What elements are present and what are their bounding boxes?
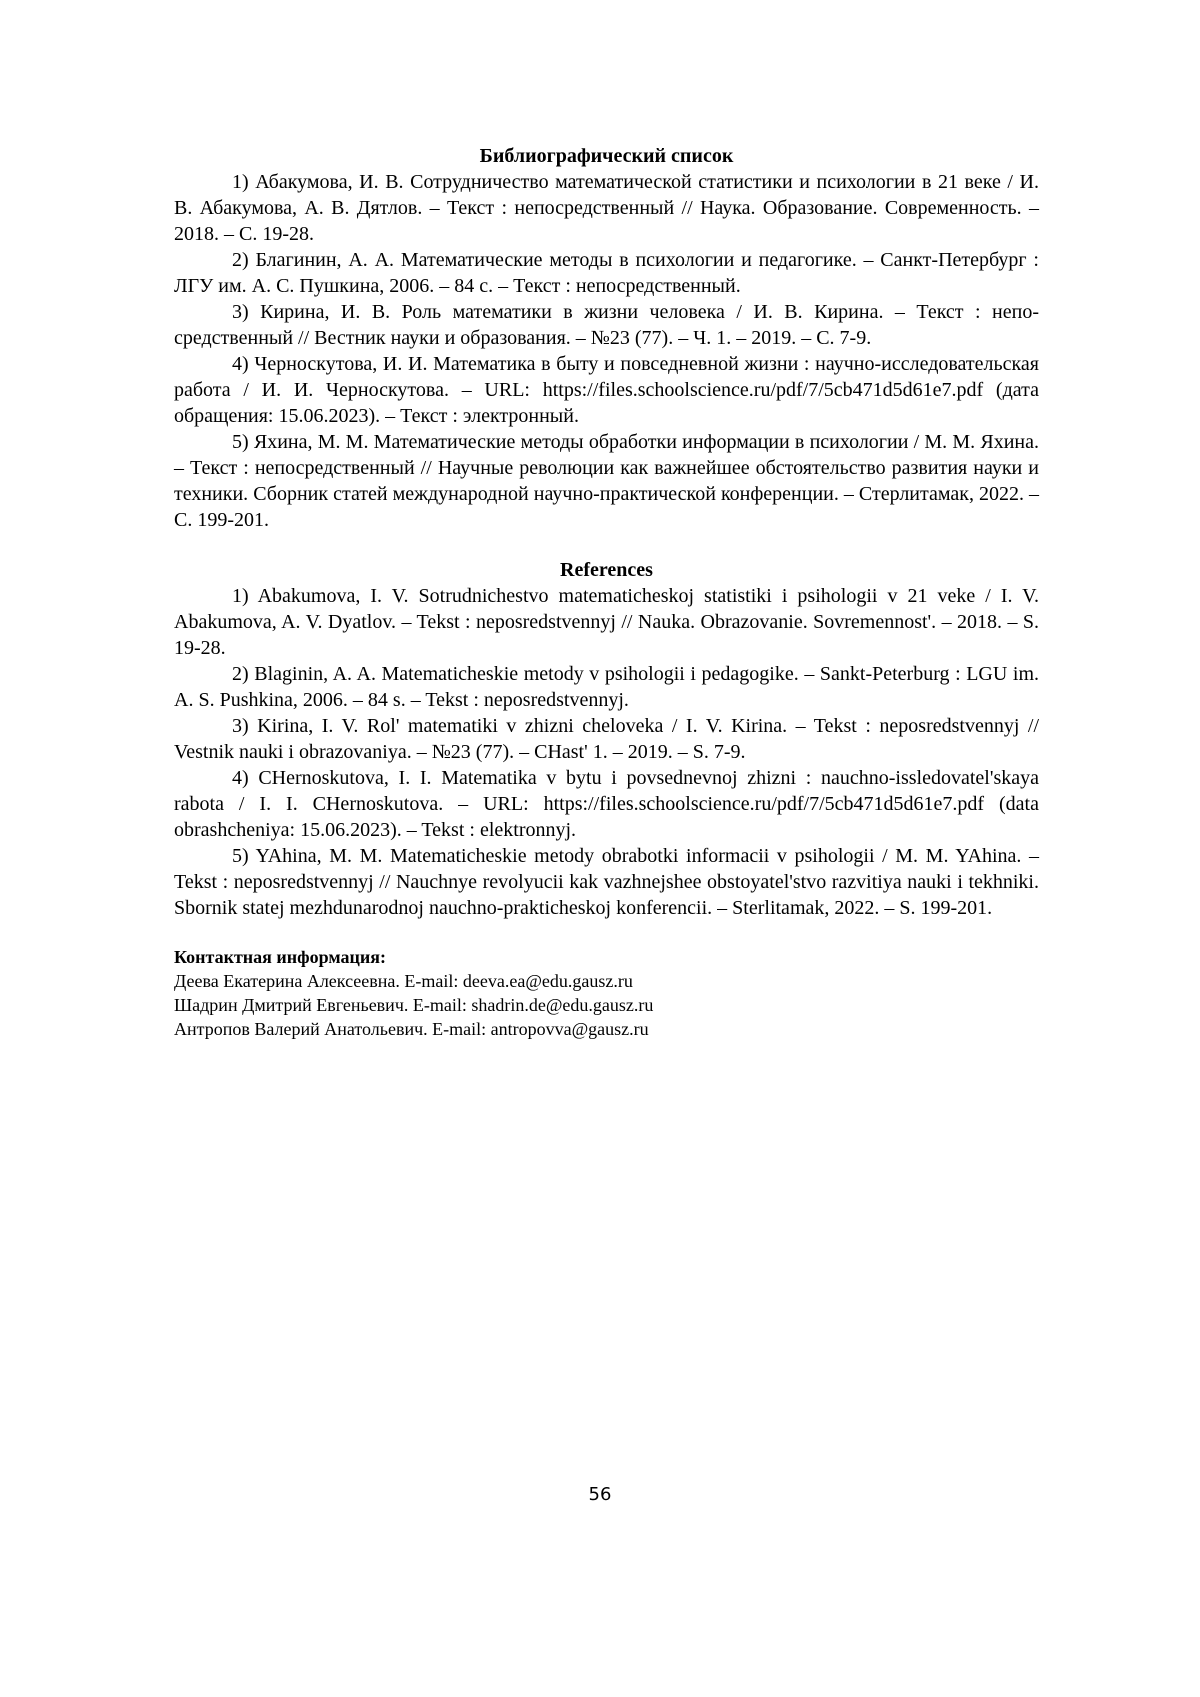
- references-section: [174, 557, 1039, 921]
- references-item-2: 2) Blaginin, A. A. Matematicheskie metody v psihologii i pedagogike. – Sankt-Peterburg : LGU im. A. S. Pushkina, 2006. – 84 s. – Tekst : neposredstvennyj.: [174, 663, 1039, 711]
- contact-info-title: Контактная информация:: [174, 947, 386, 967]
- page-content: [174, 143, 1039, 1041]
- references-title: References: [560, 559, 653, 581]
- bibliography-section: [174, 143, 1039, 533]
- contact-line-1: Деева Екатерина Алексеевна. E-mail: deeva.ea@edu.gausz.ru: [174, 971, 633, 991]
- bibliography-item-1: 1) Абакумова, И. В. Сотрудничество математической статистики и психологии в 21 веке / И. В. Абакумова, А. В. Дятлов. – Текст : непосредственный // Наука. Образование. Современность. – 2018. – С. 19-28.: [174, 171, 1039, 245]
- references-item-3: 3) Kirina, I. V. Rol' matematiki v zhizni cheloveka / I. V. Kirina. – Tekst : neposredstvennyj // Vestnik nauki i obrazovaniya. – №23 (77). – CHast' 1. – 2019. – S. 7-9.: [174, 715, 1039, 763]
- bibliography-list: [174, 169, 1039, 533]
- bibliography-item-3: 3) Кирина, И. В. Роль математики в жизни человека / И. В. Кирина. – Текст : непосредственный // Вестник науки и образования. – №23 (77). – Ч. 1. – 2019. – С. 7-9.: [174, 301, 1039, 349]
- page-number: 56: [588, 1484, 612, 1505]
- references-item-4: 4) CHernoskutova, I. I. Matematika v bytu i povsednevnoj zhizni : nauchno-issledovatel'skaya rabota / I. I. CHernoskutova. – URL: https://files.schoolscience.ru/pdf/7/5cb471d5d61e7.pdf (data obrashcheniya: 15.06.2023). – Tekst : elektronnyj.: [174, 767, 1039, 841]
- contact-line-2: Шадрин Дмитрий Евгеньевич. E-mail: shadrin.de@edu.gausz.ru: [174, 995, 654, 1015]
- bibliography-item-4: 4) Черноскутова, И. И. Математика в быту и повседневной жизни : научно-исследовательская работа / И. И. Черноскутова. – URL: https://files.schoolscience.ru/pdf/7/5cb471d5d61e7.pdf (дата обращения: 15.06.2023). – Текст : электронный.: [174, 353, 1039, 427]
- contact-line-3: Антропов Валерий Анатольевич. E-mail: antropovva@gausz.ru: [174, 1019, 649, 1039]
- references-list: [174, 583, 1039, 921]
- references-item-1: 1) Abakumova, I. V. Sotrudnichestvo matematicheskoj statistiki i psihologii v 21 veke / I. V. Abakumova, A. V. Dyatlov. – Tekst : neposredstvennyj // Nauka. Obrazovanie. Sovremennost'. – 2018. – S. 19-28.: [174, 585, 1039, 659]
- references-item-5: 5) YAhina, M. M. Matematicheskie metody obrabotki informacii v psihologii / M. M. YAhina. – Tekst : neposredstvennyj // Nauchnye revolyucii kak vazhnejshee obstoyatel'stvo razvitiya nauki i tekhniki. Sbornik statej mezhdunarodnoj nauchno-prakticheskoj konferencii. – Sterlitamak, 2022. – S. 199-201.: [174, 845, 1039, 919]
- bibliography-item-2: 2) Благинин, А. А. Математические методы в психологии и педагогике. – Санкт-Петербург : ЛГУ им. А. С. Пушкина, 2006. – 84 с. – Текст : непосредственный.: [174, 249, 1039, 297]
- bibliography-title: Библиографический список: [479, 145, 734, 167]
- bibliography-item-5: 5) Яхина, М. М. Математические методы обработки информации в психологии / М. М. Яхина. – Текст : непосредственный // Научные революции как важнейшее обстоятельство развития науки и техники. Сборник статей международной научно-практической конференции. – Стерлитамак, 2022. – С. 199-201.: [174, 431, 1039, 531]
- contact-info-section: [174, 945, 1039, 1041]
